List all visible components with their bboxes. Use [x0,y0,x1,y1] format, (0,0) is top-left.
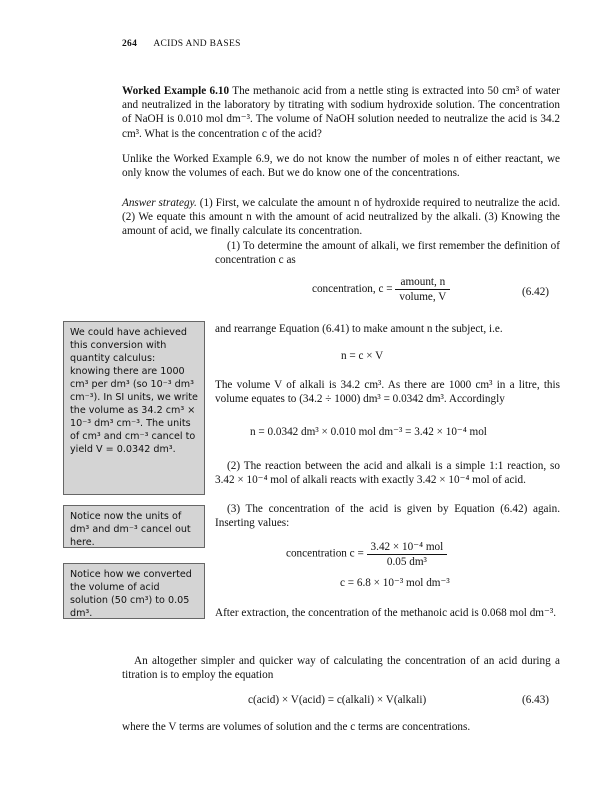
eq642-numerator: amount, n [395,276,450,290]
eq642-fraction [395,276,450,303]
eq642-denominator: volume, V [399,291,447,303]
conc-fraction [367,540,448,568]
simpler-paragraph: An altogether simpler and quicker way of calculating the concentration of an acid during a titration is to employ the equation [122,655,560,682]
example-text: The methanoic acid from a nettle sting is extracted into 50 cm³ of water and neutralized in the laboratory by titrating with sodium hydroxide solution. The concentration of NaOH is 0.010 mol dm⁻³. The volume of NaOH solution needed to neutralize the acid is 34.2 cm³. What is the concentration c of the acid? [122,85,560,140]
example-label: Worked Example 6.10 [122,85,230,97]
equation-number-6-43: (6.43) [522,694,550,706]
step-2-paragraph: (2) The reaction between the acid and alkali is a simple 1:1 reaction, so 3.42 × 10⁻⁴ mol of alkali reacts with exactly 3.42 × 10⁻⁴ mol of acid. [215,460,560,487]
margin-note-quantity-calculus: We could have achieved this conversion with quantity calculus: knowing there are 1000 cm³ per dm³ (so 10⁻³ dm³ cm⁻³). In SI units, we write the volume as 34.2 cm³ × 10⁻³ dm³ cm⁻³. The units of cm³ and cm⁻³ cancel to yield V = 0.0342 dm³. [63,321,205,495]
conc-denominator: 0.05 dm³ [386,556,427,568]
page-number: 264 [122,39,138,49]
running-title: ACIDS AND BASES [153,39,241,49]
conc-numerator: 3.42 × 10⁻⁴ mol [367,540,448,555]
equation-6-42 [312,276,450,303]
unlike-paragraph: Unlike the Worked Example 6.9, we do not know the number of moles n of either reactant, we only know the volumes of each. But we do know one of the concentrations. [122,153,560,180]
rearrange-paragraph: and rearrange Equation (6.41) to make amount n the subject, i.e. [215,323,503,335]
margin-note-volume-conversion: Notice how we converted the volume of acid solution (50 cm³) to 0.05 dm³. [63,563,205,619]
after-paragraph: After extraction, the concentration of the methanoic acid is 0.068 mol dm⁻³. [215,607,557,619]
equation-concentration [286,540,447,568]
eq642-lhs: concentration, c = [312,283,393,296]
equation-result: c = 6.8 × 10⁻³ mol dm⁻³ [340,577,450,589]
running-header [122,39,241,49]
equation-n-value: n = 0.0342 dm³ × 0.010 mol dm⁻³ = 3.42 × 10⁻⁴ mol [250,426,487,438]
answer-strategy [122,196,560,239]
step-1-paragraph: (1) To determine the amount of alkali, we first remember the definition of concentration c as [215,240,560,267]
conc-lhs: concentration c = [286,547,364,560]
margin-note-units-cancel: Notice now the units of dm³ and dm⁻³ cancel out here. [63,505,205,548]
equation-number-6-42: (6.42) [522,286,550,298]
step-3-paragraph: (3) The concentration of the acid is given by Equation (6.42) again. Inserting values: [215,503,560,530]
volume-paragraph: The volume V of alkali is 34.2 cm³. As there are 1000 cm³ in a litre, this volume equates to (34.2 ÷ 1000) dm³ = 0.0342 dm³. Accordingly [215,379,560,406]
equation-6-43: c(acid) × V(acid) = c(alkali) × V(alkali) [248,694,427,706]
strategy-text: (1) First, we calculate the amount n of hydroxide required to neutralize the acid. (2) We equate this amount n with the amount of acid neutralized by the alkali. (3) Knowing the amount of acid, we finally calculate its concentration. [122,197,560,238]
worked-example [122,84,560,141]
where-paragraph: where the V terms are volumes of solution and the c terms are concentrations. [122,721,471,733]
equation-n-cv: n = c × V [341,350,384,362]
strategy-label: Answer strategy. [122,197,197,209]
